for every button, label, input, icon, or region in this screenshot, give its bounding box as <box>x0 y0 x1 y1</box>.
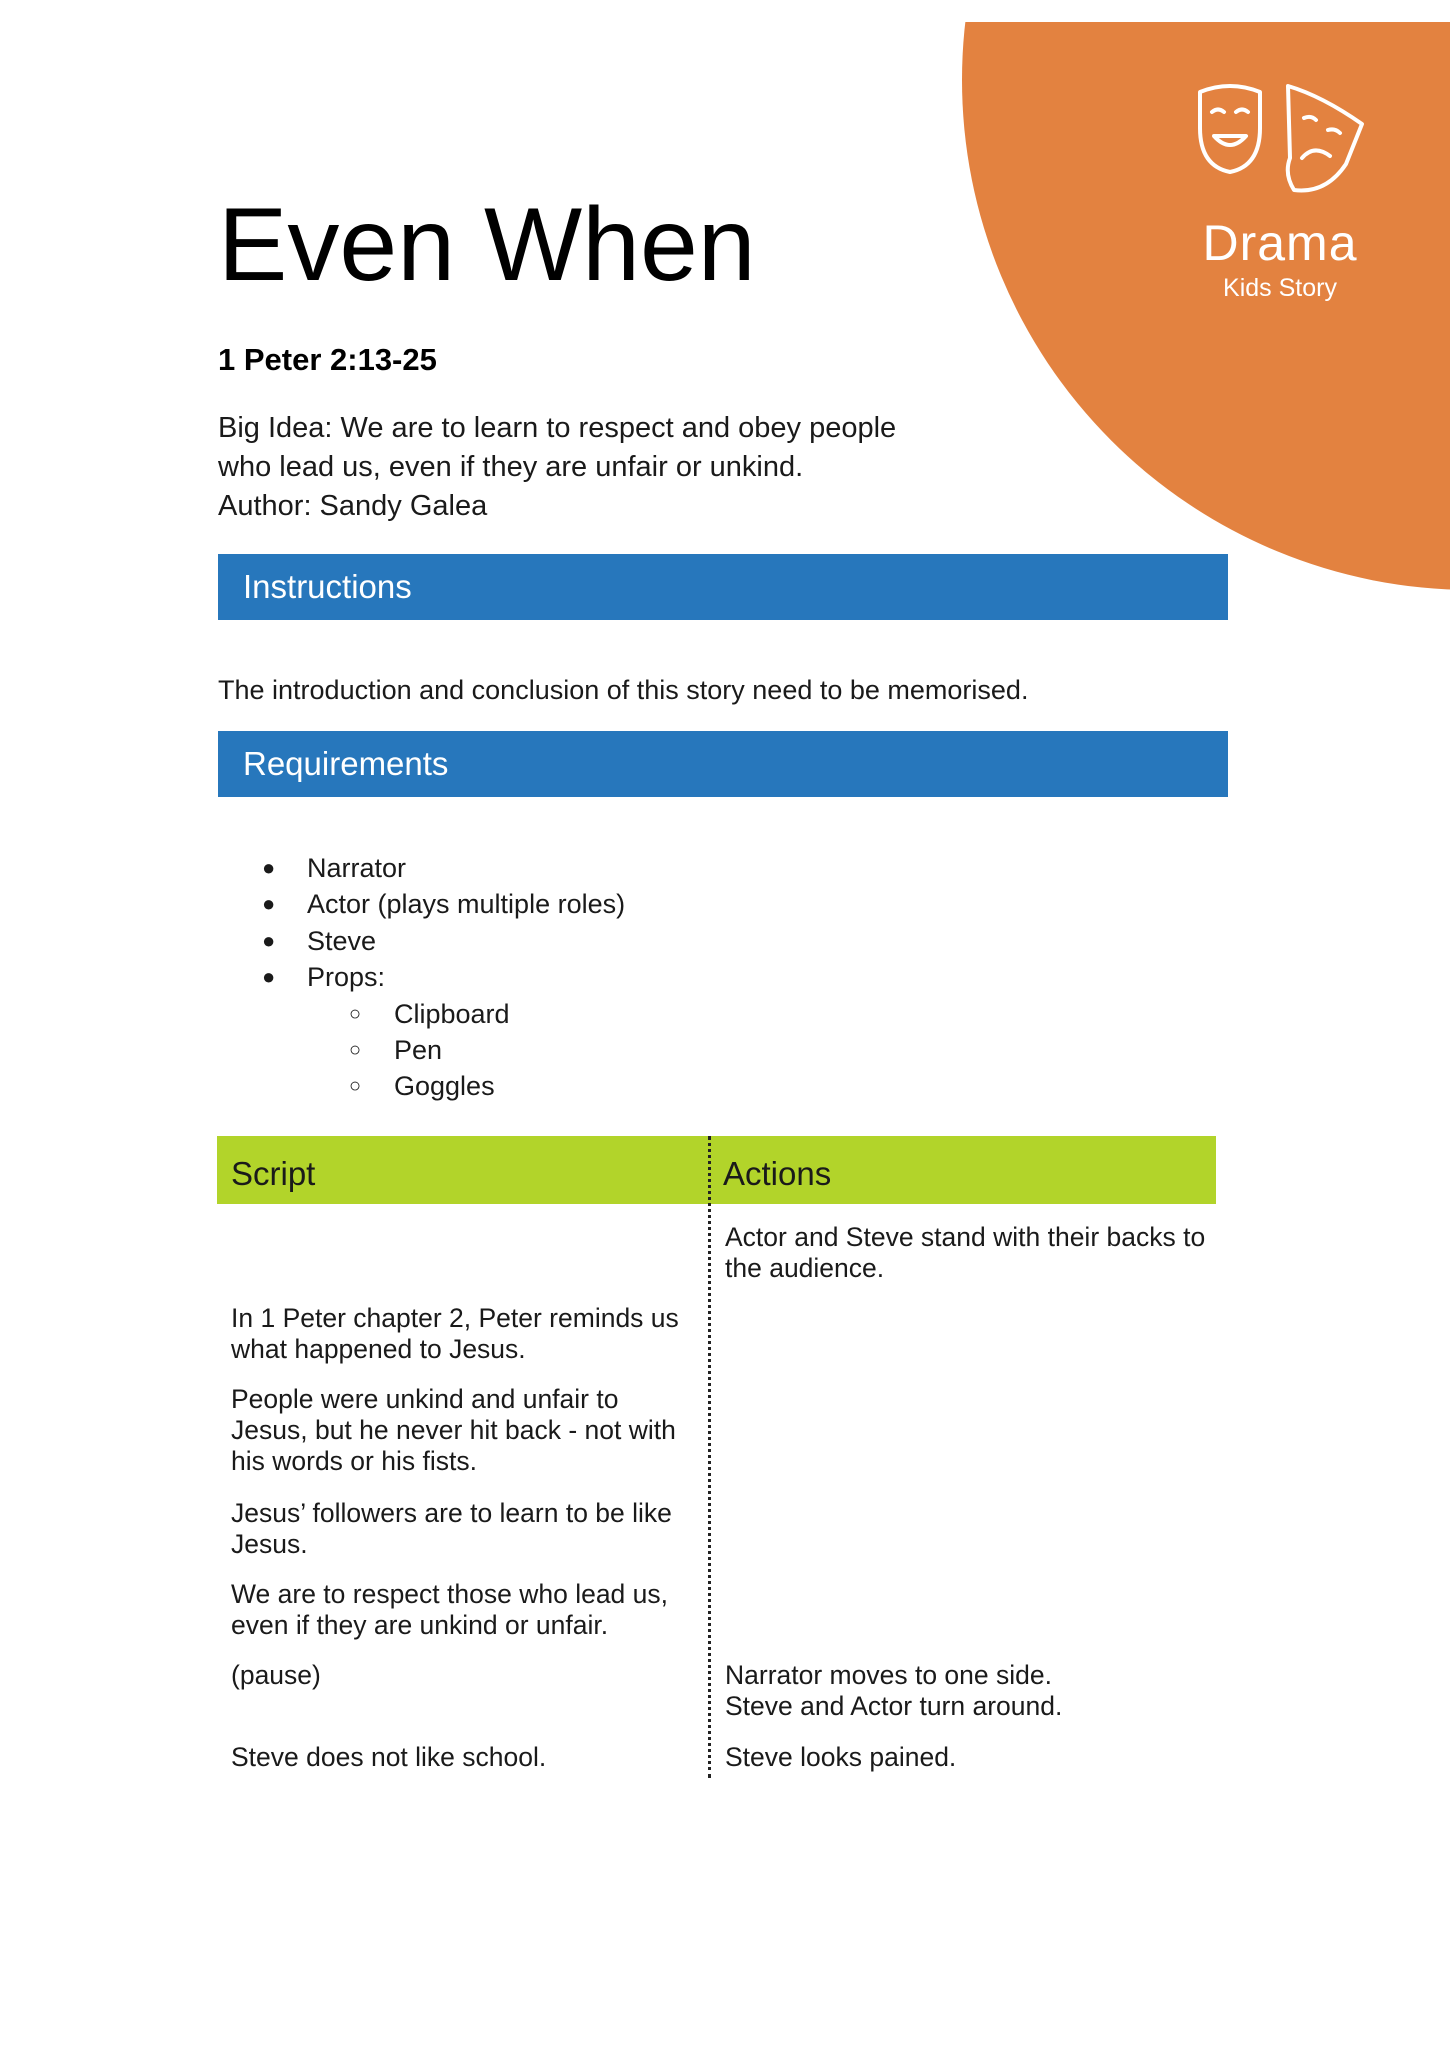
table-header <box>217 1136 1216 1204</box>
bullet-icon: ● <box>262 927 276 953</box>
list-item: ● Props: <box>262 959 625 995</box>
bullet-icon: ● <box>262 855 276 880</box>
action-cell: Narrator moves to one side. Steve and Actor turn around. <box>725 1660 1063 1721</box>
actions-column-header: Actions <box>723 1155 832 1192</box>
list-item: ○ Clipboard <box>349 996 625 1032</box>
requirements-list <box>262 850 625 1105</box>
badge-subtitle: Kids Story <box>1223 274 1337 302</box>
hollow-bullet-icon: ○ <box>349 1002 362 1025</box>
theater-masks-icon <box>1194 82 1366 197</box>
requirements-heading: Requirements <box>218 731 1228 797</box>
hollow-bullet-icon: ○ <box>349 1038 362 1061</box>
hollow-bullet-icon: ○ <box>349 1075 362 1098</box>
script-column-header: Script <box>231 1155 316 1192</box>
props-list <box>262 996 625 1105</box>
top-margin <box>0 0 1450 22</box>
drama-badge <box>1170 82 1390 303</box>
script-table <box>217 1136 1216 1772</box>
bullet-icon: ● <box>262 891 276 917</box>
list-item: ● Actor (plays multiple roles) <box>262 886 625 922</box>
instructions-text: The introduction and conclusion of this story need to be memorised. <box>218 675 1029 705</box>
script-cell: (pause) <box>231 1660 321 1690</box>
script-cell: In 1 Peter chapter 2, Peter reminds us what happened to Jesus. <box>231 1303 679 1364</box>
page-title: Even When <box>218 187 756 303</box>
big-idea-line: Big Idea: We are to learn to respect and obey people <box>218 412 897 444</box>
badge-title: Drama <box>1202 215 1358 271</box>
list-item: ○ Goggles <box>349 1068 625 1104</box>
script-cell: We are to respect those who lead us, even if they are unkind or unfair. <box>231 1579 669 1640</box>
script-cell: Jesus’ followers are to learn to be like Jesus. <box>231 1498 672 1559</box>
action-cell: Actor and Steve stand with their backs to the audience. <box>725 1222 1206 1283</box>
author-line: Author: Sandy Galea <box>218 490 488 522</box>
list-item: ● Narrator <box>262 850 625 886</box>
instructions-heading: Instructions <box>218 554 1228 620</box>
scripture-reference: 1 Peter 2:13-25 <box>218 342 437 377</box>
column-divider <box>708 1136 711 1778</box>
bullet-icon: ● <box>262 964 276 990</box>
big-idea-line: who lead us, even if they are unfair or unkind. <box>218 451 804 483</box>
script-cell: People were unkind and unfair to Jesus, but he never hit back - not with his words or his fists. <box>231 1384 676 1476</box>
action-cell: Steve looks pained. <box>725 1742 957 1772</box>
script-cell: Steve does not like school. <box>231 1742 547 1772</box>
list-item: ● Steve <box>262 923 625 959</box>
big-idea-block <box>218 409 978 526</box>
list-item: ○ Pen <box>349 1032 625 1068</box>
